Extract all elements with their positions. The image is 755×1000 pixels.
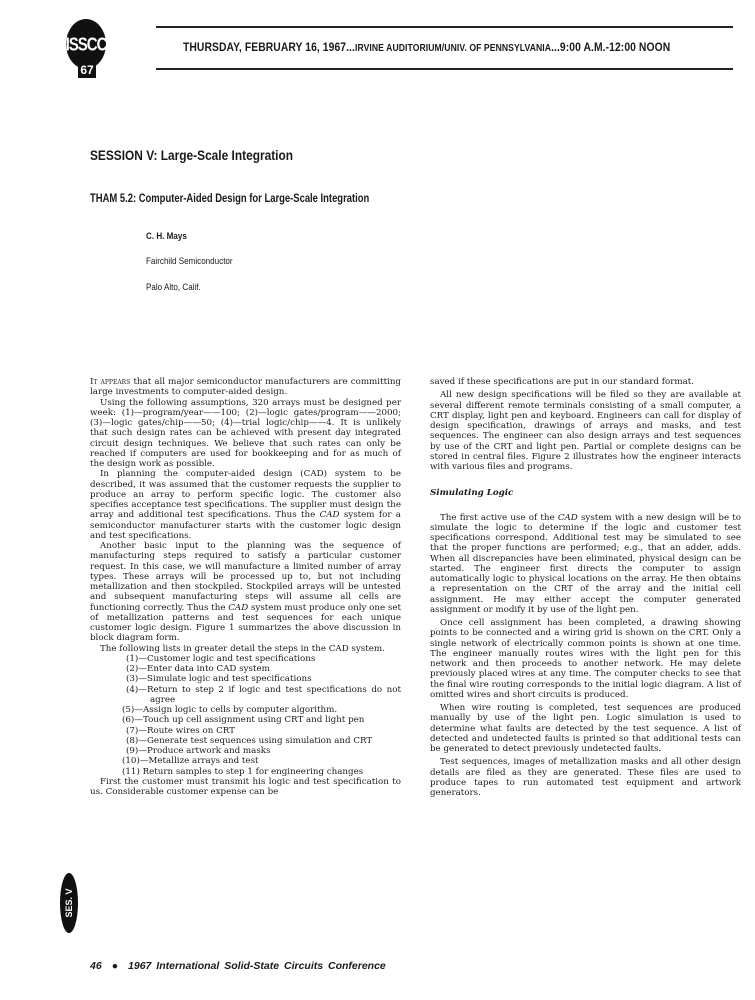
paragraph: It appears that all major semiconductor manufacturers are committing large investments to computer-aided design. <box>90 377 401 398</box>
cad-steps-list <box>90 654 401 777</box>
list-item: (5)—Assign logic to cells by computer algorithm. <box>122 705 338 715</box>
list-item: (1)—Customer logic and test specifications <box>126 653 316 664</box>
paper-title: THAM 5.2: Computer-Aided Design for Large-Scale Integration <box>90 193 370 205</box>
logo-year: 67 <box>78 62 96 78</box>
page-footer <box>90 960 386 972</box>
header-line: THURSDAY, FEBRUARY 16, 1967...IRVINE AUDITORIUM/UNIV. OF PENNSYLVANIA...9:00 A.M.-12:00 NOON <box>183 40 671 54</box>
right-column <box>430 377 741 798</box>
paragraph: Another basic input to the planning was the sequence of manufacturing steps required to satisfy a particular customer request. In this case, we will manufacture a limited number of array types. These arrays will be processed up to, but not including metallization and then stockpiled. Stockpiled arrays will be untested and subsequent manufacturing steps will assume all cells are functioning correctly. Thus the CAD system must produce only one set of metallization patterns and test sequences for each unique customer logic design. Figure 1 summarizes the above discussion in block diagram form. <box>90 541 401 644</box>
header-rule-top <box>156 26 733 28</box>
affiliation: Fairchild Semiconductor <box>146 256 233 267</box>
header-time: 9:00 A.M.-12:00 NOON <box>559 40 671 54</box>
section-heading: Simulating Logic <box>430 488 514 499</box>
paragraph: The first active use of the CAD system with a new design will be to simulate the logic to determine if the logic and customer test specifications correspond. Additional test may be simulated to see that the proper functions are performed; e.g., that an adder, adds. When all discrepancies have been eliminated, physical design can be started. The engineer first directs the computer to assign automatically logic to physical locations on the array. He then obtains a representation on the CRT of the array and the initial cell assignment. He may either accept the computer generated assignment or modify it by use of the light pen. <box>430 512 742 615</box>
list-item: (4)—Return to step 2 if logic and test specifications do not agree <box>126 684 401 705</box>
bullet-icon: ● <box>111 960 119 972</box>
list-item: (11) Return samples to step 1 for engineering changes <box>122 766 364 777</box>
header-date: THURSDAY, FEBRUARY 16, 1967 <box>183 40 347 54</box>
list-item: (8)—Generate test sequences using simulation and CRT <box>126 735 373 746</box>
paragraph: saved if these specifications are put in our standard format. <box>430 377 695 387</box>
author: C. H. Mays <box>146 231 187 242</box>
header-rule-bottom <box>156 68 733 70</box>
paragraph: When wire routing is completed, test sequences are produced manually by use of the light pen. Logic simulation is used to determine what faults are detected by the test sequence. A list of detected and undetected faults is printed so that additional tests can be generated to detect previously undetected faults. <box>430 703 741 754</box>
list-item: (3)—Simulate logic and test specifications <box>126 674 312 685</box>
list-item: (9)—Produce artwork and masks <box>126 746 271 756</box>
page-number: 46 <box>90 960 102 972</box>
paragraph: Using the following assumptions, 320 arrays must be designed per week: (1)—program/year——100; (2)—logic gates/program——2000; (3)—logic gates/chip——50; (4)—trial logic/chip——4. It is unlikely that such design rates can be achieved with present day integrated circuit design techniques. We believe that such rates can only be reached if computers are used for bookkeeping and for as much of the design work as possible. <box>90 397 401 469</box>
side-tab-label: SES. V <box>64 888 74 918</box>
list-item: (10)—Metallize arrays and test <box>122 756 259 767</box>
paragraph: The following lists in greater detail the steps in the CAD system. <box>100 643 385 654</box>
list-item: (2)—Enter data into CAD system <box>126 664 270 674</box>
session-side-tab <box>60 873 78 933</box>
paragraph: All new design specifications will be filed so they are available at several different remote terminals consisting of a small computer, a CRT display, light pen and keyboard. Engineers can call for display of design specification, drawings of arrays and masks, and test sequences. The engineer can also design arrays and test sequences by use of the CRT and light pen. Partial or complete designs can be stored in central files. Figure 2 illustrates how the engineer interacts with various files and programs. <box>430 390 741 472</box>
conference-name: 1967 International Solid-State Circuits Conference <box>128 960 386 972</box>
left-column <box>90 377 401 797</box>
paragraph: First the customer must transmit his logic and test specification to us. Considerable customer expense can be <box>90 776 401 797</box>
location: Palo Alto, Calif. <box>146 282 201 293</box>
session-title: SESSION V: Large-Scale Integration <box>90 147 294 163</box>
header-venue: IRVINE AUDITORIUM/UNIV. OF PENNSYLVANIA <box>354 43 552 54</box>
list-item: (7)—Route wires on CRT <box>126 725 235 736</box>
logo-text: ISSCC <box>65 33 107 55</box>
list-item: (6)—Touch up cell assignment using CRT and light pen <box>122 715 365 726</box>
paragraph: Test sequences, images of metallization masks and all other design details are filed as they are generated. These files are used to produce tapes to run automated test equipment and artwork generators. <box>430 757 741 798</box>
paragraph: In planning the computer-aided design (CAD) system to be described, it was assumed that the customer requests the supplier to produce an array to perform specific logic. The customer also specifies acceptance test specifications. The supplier must design the array and additional test specifications. Thus the CAD system for a semiconductor manufacturer starts with the customer logic design and test specifications. <box>90 469 401 541</box>
paragraph: Once cell assignment has been completed, a drawing showing points to be connected and a wiring grid is shown on the CRT. Only a single network of electrically common points is shown at one time. The engineer manually routes wires with the light pen for this network and then proceeds to another network. He may delete previously placed wires at any time. The computer checks to see that the final wire routing corresponds to the initial logic diagram. A list of omitted wires and short circuits is produced. <box>430 618 741 700</box>
